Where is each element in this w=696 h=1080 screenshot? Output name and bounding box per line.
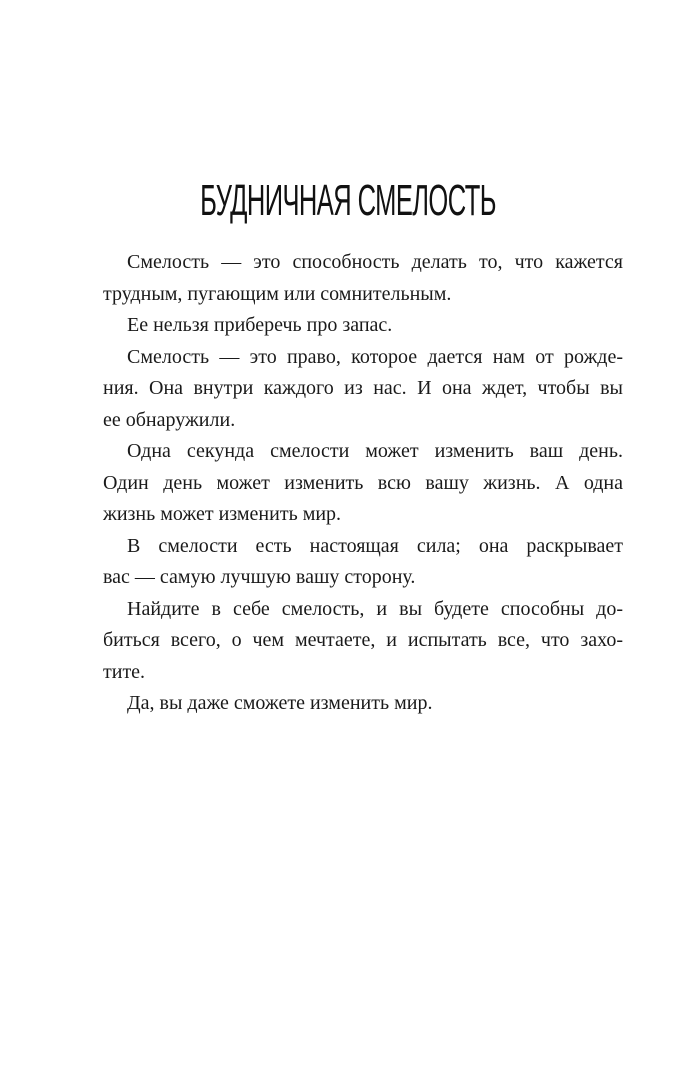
- text-line: Найдите в себе смелость, и вы будете способны до-: [127, 597, 623, 620]
- chapter-title: БУДНИЧНАЯ СМЕЛОСТЬ: [200, 176, 496, 226]
- text-line: ния. Она внутри каждого из нас. И она ждет, чтобы вы: [103, 377, 623, 399]
- text-line: ее обнаружили.: [103, 408, 236, 431]
- text-line: трудным, пугающим или сомнительным.: [103, 282, 452, 305]
- text-line: Да, вы даже сможете изменить мир.: [127, 692, 433, 714]
- text-line: Ее нельзя приберечь про запас.: [127, 314, 393, 336]
- text-line: Смелость — это право, которое дается нам от рожде-: [127, 345, 623, 368]
- text-line: жизнь может изменить мир.: [103, 503, 342, 525]
- text-line: Смелость — это способность делать то, что кажется: [127, 251, 623, 273]
- text-line: В смелости есть настоящая сила; она раскрывает: [127, 534, 623, 557]
- text-line: вас — самую лучшую вашу сторону.: [103, 566, 416, 588]
- text-line: Один день может изменить всю вашу жизнь. А одна: [103, 471, 623, 494]
- text-line: Одна секунда смелости может изменить ваш день.: [127, 440, 623, 462]
- chapter-body: [103, 247, 623, 720]
- text-line: тите.: [103, 660, 146, 683]
- text-line: биться всего, о чем мечтаете, и испытать все, что захо-: [103, 629, 623, 651]
